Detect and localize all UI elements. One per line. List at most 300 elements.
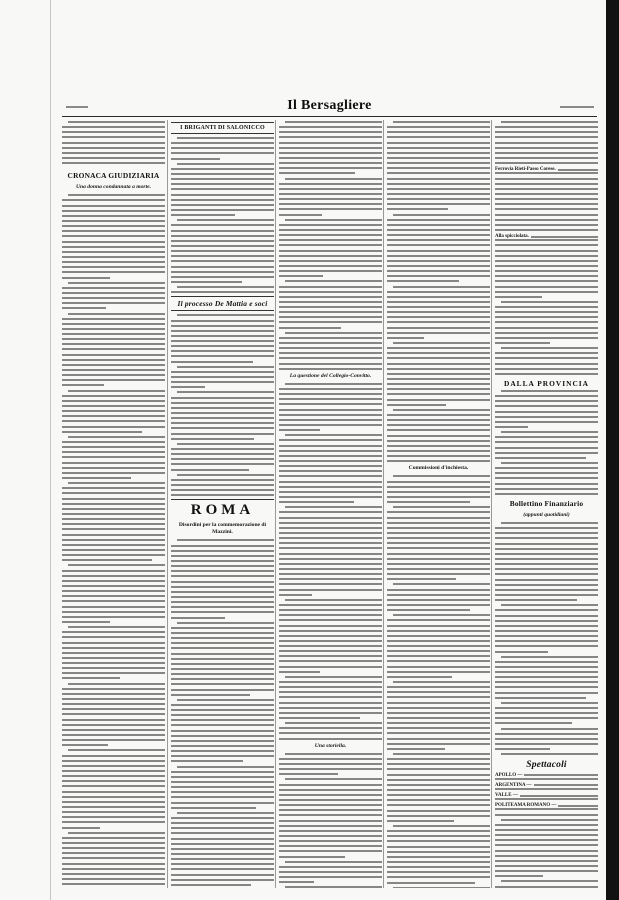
text-line	[495, 250, 598, 252]
text-line	[171, 325, 274, 327]
text-line	[387, 291, 490, 293]
text-line	[387, 265, 490, 267]
text-line	[68, 436, 165, 438]
text-line	[62, 225, 165, 227]
text-line	[393, 286, 490, 288]
column-3	[279, 121, 382, 888]
text-line	[177, 699, 274, 701]
text-line	[501, 390, 598, 392]
text-line	[285, 506, 382, 508]
text-line	[495, 865, 598, 867]
text-line	[62, 492, 165, 494]
text-line	[177, 137, 274, 139]
text-line	[495, 733, 598, 735]
text-line	[387, 255, 490, 257]
text-line	[495, 229, 598, 231]
text-line	[171, 807, 256, 809]
text-line	[387, 435, 490, 437]
text-line	[171, 494, 274, 496]
text-line	[387, 804, 490, 806]
text-line	[279, 578, 382, 580]
text-line	[62, 333, 165, 335]
text-line	[387, 774, 490, 776]
text-line	[495, 589, 598, 591]
text-line	[387, 635, 490, 637]
text-line	[279, 558, 382, 560]
text-line	[279, 306, 382, 308]
text-line	[285, 434, 382, 436]
text-line	[62, 642, 165, 644]
text-line	[62, 498, 165, 500]
text-line	[62, 811, 165, 813]
text-line	[62, 554, 165, 556]
text-line	[495, 306, 598, 308]
text-line	[171, 858, 274, 860]
text-line	[62, 297, 165, 299]
text-line	[495, 131, 598, 133]
text-line	[279, 532, 382, 534]
text-line	[495, 467, 598, 469]
text-line	[501, 880, 598, 882]
text-line	[387, 393, 490, 395]
text-line	[387, 568, 490, 570]
text-line	[171, 361, 253, 363]
column-rule	[383, 120, 384, 888]
text-line	[387, 152, 490, 154]
text-line	[279, 784, 382, 786]
text-line	[62, 205, 165, 207]
text-line	[62, 544, 165, 546]
text-line	[387, 522, 490, 524]
text-line	[495, 834, 598, 836]
text-line	[279, 455, 382, 457]
text-line	[62, 246, 165, 248]
text-line	[62, 657, 165, 659]
text-line	[171, 489, 274, 491]
text-line	[68, 683, 165, 685]
text-line	[62, 256, 165, 258]
text-line	[495, 172, 598, 174]
text-line	[177, 474, 274, 476]
text-line	[171, 796, 274, 798]
text-line	[495, 327, 598, 329]
text-line	[393, 753, 490, 755]
text-line	[279, 794, 382, 796]
text-line	[279, 625, 382, 627]
text-line	[387, 224, 490, 226]
scan-edge-right	[606, 0, 619, 900]
text-line	[62, 837, 165, 839]
text-line	[495, 568, 598, 570]
text-line	[495, 839, 598, 841]
text-line	[393, 583, 490, 585]
text-line	[495, 609, 598, 611]
article-heading: Una storiella.	[314, 742, 347, 749]
text-line	[495, 352, 598, 354]
text-line	[62, 729, 165, 731]
text-line	[495, 286, 598, 288]
text-line	[62, 852, 165, 854]
text-line	[171, 147, 274, 149]
article-heading: La questione del Collegio-Convitto.	[289, 372, 372, 379]
text-line	[495, 224, 598, 226]
text-line	[62, 426, 165, 428]
text-line	[62, 873, 165, 875]
text-line	[62, 775, 165, 777]
text-line	[68, 564, 165, 566]
text-line	[387, 172, 490, 174]
text-line	[62, 708, 165, 710]
text-line	[387, 686, 490, 688]
text-line	[387, 537, 490, 539]
text-line	[62, 307, 106, 309]
section-subheading: (appunti quotidiani)	[523, 511, 570, 518]
text-line	[387, 666, 490, 668]
text-line	[387, 229, 490, 231]
text-line	[279, 357, 382, 359]
text-line	[279, 198, 382, 200]
text-line	[387, 599, 490, 601]
text-line	[279, 481, 382, 483]
text-line	[495, 717, 598, 719]
text-line	[62, 821, 165, 823]
column-1	[62, 121, 165, 888]
text-line	[68, 626, 165, 628]
text-line	[62, 878, 165, 880]
text-line	[387, 167, 490, 169]
text-line	[177, 314, 274, 316]
text-line	[387, 815, 490, 817]
text-line	[62, 590, 165, 592]
text-line	[387, 178, 490, 180]
text-line	[279, 301, 382, 303]
text-line	[387, 840, 490, 842]
text-line	[279, 465, 382, 467]
text-line	[62, 251, 165, 253]
text-line	[171, 673, 274, 675]
text-line	[62, 318, 165, 320]
text-line	[279, 804, 382, 806]
text-line	[387, 758, 490, 760]
text-line	[387, 126, 490, 128]
text-line	[62, 230, 165, 232]
text-line	[62, 431, 142, 433]
text-line	[279, 229, 382, 231]
text-line	[62, 472, 165, 474]
text-line	[495, 651, 548, 653]
text-line	[171, 427, 274, 429]
text-line	[171, 545, 274, 547]
text-line	[279, 671, 320, 673]
text-line	[62, 616, 165, 618]
text-line	[501, 728, 598, 730]
lead-text: Ferrovia Rieti-Passo Corese.	[495, 167, 556, 173]
text-line	[387, 311, 490, 313]
text-line	[171, 230, 274, 232]
text-line	[62, 801, 165, 803]
text-line	[171, 817, 274, 819]
text-line	[171, 843, 274, 845]
text-line	[285, 280, 382, 282]
text-line	[393, 887, 490, 888]
text-line	[279, 876, 382, 878]
text-line	[62, 703, 165, 705]
section-heading-briganti: I BRIGANTI DI SALONICCO	[171, 122, 274, 134]
text-line	[387, 445, 490, 447]
text-line	[171, 611, 274, 613]
text-line	[495, 332, 598, 334]
text-line	[495, 532, 598, 534]
text-line	[495, 645, 598, 647]
text-line	[279, 414, 382, 416]
text-line	[68, 282, 165, 284]
text-line	[495, 599, 577, 601]
text-line	[279, 809, 382, 811]
text-line	[387, 491, 490, 493]
text-line	[62, 348, 165, 350]
text-line	[387, 219, 490, 221]
text-line	[171, 822, 274, 824]
text-line	[279, 640, 382, 642]
text-line	[171, 653, 274, 655]
text-line	[387, 882, 475, 884]
text-line	[279, 660, 382, 662]
text-line	[495, 457, 586, 459]
text-line	[393, 475, 490, 477]
text-line	[177, 622, 274, 624]
text-line	[387, 676, 452, 678]
text-line	[62, 611, 165, 613]
text-line	[62, 575, 165, 577]
text-line	[387, 352, 490, 354]
text-line	[387, 835, 490, 837]
text-line	[279, 439, 382, 441]
text-line	[495, 635, 598, 637]
text-line	[279, 604, 382, 606]
text-line	[495, 214, 598, 216]
text-line	[62, 580, 165, 582]
text-line	[279, 758, 382, 760]
text-line	[387, 162, 490, 164]
text-line	[279, 368, 382, 370]
text-line	[279, 563, 382, 565]
text-line	[62, 724, 165, 726]
text-line	[495, 548, 598, 550]
text-line	[495, 814, 598, 816]
text-line	[62, 713, 165, 715]
text-line	[501, 753, 598, 755]
text-line	[279, 152, 382, 154]
text-line	[279, 311, 382, 313]
text-line	[62, 271, 165, 273]
text-line	[171, 606, 274, 608]
text-line	[171, 704, 274, 706]
text-line	[387, 748, 445, 750]
text-line	[387, 578, 456, 580]
text-line	[171, 632, 274, 634]
text-line	[495, 661, 598, 663]
text-line	[285, 886, 382, 888]
text-line	[524, 774, 598, 776]
text-line	[171, 469, 249, 471]
text-line	[279, 316, 382, 318]
text-line	[387, 547, 490, 549]
text-line	[62, 863, 165, 865]
text-line	[495, 157, 598, 159]
text-line	[495, 452, 598, 454]
text-line	[62, 765, 165, 767]
text-line	[534, 784, 598, 786]
text-line	[279, 696, 382, 698]
text-line	[62, 451, 165, 453]
text-line	[62, 534, 165, 536]
text-line	[171, 689, 274, 691]
text-line	[495, 270, 598, 272]
text-line	[279, 424, 382, 426]
text-line	[279, 511, 382, 513]
lead-text: POLITEAMA ROMANO —	[495, 803, 557, 809]
text-line	[279, 568, 382, 570]
text-line	[62, 379, 165, 381]
text-line	[279, 214, 322, 216]
text-line	[279, 573, 382, 575]
text-line	[279, 681, 382, 683]
text-line	[387, 779, 490, 781]
text-line	[279, 655, 382, 657]
text-line	[62, 631, 165, 633]
text-line	[62, 677, 120, 679]
text-line	[387, 671, 490, 673]
text-line	[495, 855, 598, 857]
text-line	[279, 291, 382, 293]
text-line	[279, 208, 382, 210]
text-line	[495, 447, 598, 449]
text-line	[171, 709, 274, 711]
text-line	[177, 539, 274, 541]
text-line	[279, 763, 382, 765]
text-line	[62, 791, 165, 793]
text-line	[171, 724, 274, 726]
text-line	[501, 702, 598, 704]
text-line	[495, 291, 598, 293]
text-line	[279, 363, 382, 365]
text-line	[279, 275, 323, 277]
text-line	[495, 416, 598, 418]
text-line	[279, 183, 382, 185]
text-line	[62, 136, 165, 138]
text-line	[495, 686, 598, 688]
text-line	[279, 866, 382, 868]
text-line	[285, 861, 382, 863]
text-line	[171, 340, 274, 342]
text-line	[495, 808, 598, 810]
text-line	[279, 142, 382, 144]
column-rule	[275, 120, 276, 888]
text-line	[495, 563, 598, 565]
text-line	[387, 275, 490, 277]
scan-edge-left	[50, 0, 51, 900]
text-line	[62, 662, 165, 664]
text-line	[279, 193, 382, 195]
text-line	[387, 142, 490, 144]
section-heading-provincia: DALLA PROVINCIA	[503, 379, 589, 389]
text-line	[279, 445, 382, 447]
text-line	[279, 342, 382, 344]
text-line	[279, 773, 338, 775]
text-line	[171, 637, 274, 639]
text-line	[495, 142, 598, 144]
article-heading: Una donna condannata a morte.	[75, 184, 152, 191]
text-line	[558, 169, 598, 171]
text-line	[62, 374, 165, 376]
text-line	[62, 688, 165, 690]
text-line	[62, 235, 165, 237]
text-line	[62, 636, 165, 638]
text-line	[171, 240, 274, 242]
text-line	[495, 778, 598, 780]
text-line	[171, 152, 274, 154]
text-line	[279, 398, 382, 400]
text-line	[171, 879, 274, 881]
text-line	[495, 493, 598, 495]
text-line	[62, 410, 165, 412]
text-line	[62, 210, 165, 212]
text-line	[387, 399, 490, 401]
text-line	[387, 784, 490, 786]
text-line	[387, 203, 490, 205]
text-line	[387, 563, 490, 565]
text-line	[171, 173, 274, 175]
text-line	[279, 835, 382, 837]
text-line	[279, 738, 382, 740]
text-line	[279, 717, 360, 719]
text-line	[495, 405, 598, 407]
text-line	[387, 347, 490, 349]
text-line	[387, 337, 424, 339]
text-line	[279, 517, 382, 519]
text-line	[387, 851, 490, 853]
text-line	[279, 799, 382, 801]
text-line	[387, 440, 490, 442]
text-line	[171, 463, 274, 465]
text-line	[279, 337, 382, 339]
text-line	[62, 734, 165, 736]
text-line	[387, 404, 446, 406]
text-line	[387, 702, 490, 704]
text-line	[279, 727, 382, 729]
text-line	[387, 558, 490, 560]
text-line	[171, 260, 274, 262]
text-line	[520, 795, 598, 797]
text-line	[495, 870, 598, 872]
text-line	[387, 553, 490, 555]
column-rule	[491, 120, 492, 888]
text-line	[279, 126, 382, 128]
text-line	[495, 244, 598, 246]
text-line	[387, 239, 490, 241]
text-line	[495, 265, 598, 267]
text-line	[171, 735, 274, 737]
text-line	[387, 208, 448, 210]
text-line	[171, 601, 274, 603]
text-line	[62, 595, 165, 597]
text-line	[495, 373, 598, 375]
text-line	[387, 768, 490, 770]
text-line	[495, 697, 586, 699]
text-line	[387, 794, 490, 796]
text-line	[279, 450, 382, 452]
text-line	[387, 450, 490, 452]
